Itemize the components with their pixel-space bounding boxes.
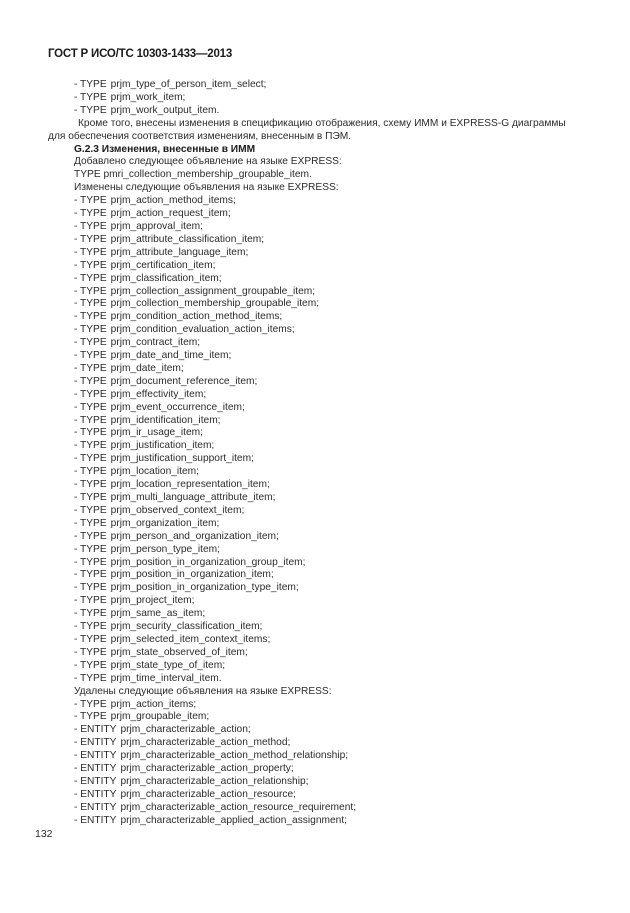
declaration-name: prjm_position_in_organization_type_item;	[110, 582, 299, 594]
list-item	[48, 647, 588, 660]
list-item	[48, 582, 588, 595]
declaration-name: prjm_classification_item;	[110, 272, 222, 284]
declaration-name: prjm_justification_support_item;	[110, 453, 254, 465]
declaration-keyword: - TYPE	[74, 91, 107, 103]
modified-list	[48, 195, 588, 685]
declaration-name: prjm_person_and_organization_item;	[110, 530, 279, 542]
declaration-name: prjm_work_output_item.	[110, 104, 220, 116]
list-item	[48, 234, 588, 247]
declaration-name: prjm_security_classification_item;	[110, 621, 263, 633]
declaration-keyword: - TYPE	[74, 633, 107, 645]
added-intro: Добавлено следующее объявление на языке EXPRESS:	[74, 156, 342, 168]
declaration-keyword: - TYPE	[74, 595, 107, 607]
removed-intro: Удалены следующие объявления на языке EXPRESS:	[74, 685, 332, 697]
list-item	[48, 337, 588, 350]
list-item	[48, 350, 588, 363]
declaration-keyword: - TYPE	[74, 466, 107, 478]
declaration-name: prjm_collection_membership_groupable_item;	[110, 298, 320, 310]
list-item	[48, 492, 588, 505]
declaration-keyword: - TYPE	[74, 208, 107, 220]
declaration-keyword: - TYPE	[74, 479, 107, 491]
list-item	[48, 324, 588, 337]
declaration-keyword: - TYPE	[74, 298, 107, 310]
declaration-keyword: - TYPE	[74, 272, 107, 284]
declaration-name: prjm_characterizable_applied_action_assignment;	[120, 814, 347, 826]
declaration-keyword: - TYPE	[74, 711, 107, 723]
page-number: 132	[35, 828, 53, 840]
declaration-keyword: - ENTITY	[74, 750, 117, 762]
list-item	[48, 673, 588, 686]
declaration-name: prjm_approval_item;	[110, 220, 203, 232]
declaration-name: prjm_state_type_of_item;	[110, 659, 226, 671]
list-item	[48, 750, 588, 763]
list-item	[48, 105, 588, 118]
list-item	[48, 195, 588, 208]
declaration-name: prjm_document_reference_item;	[110, 375, 258, 387]
list-item	[48, 389, 588, 402]
list-item	[48, 466, 588, 479]
list-item	[48, 724, 588, 737]
declaration-keyword: - ENTITY	[74, 775, 117, 787]
declaration-keyword: - ENTITY	[74, 801, 117, 813]
declaration-keyword: - TYPE	[74, 350, 107, 362]
list-item	[48, 660, 588, 673]
list-item	[48, 608, 588, 621]
list-item	[48, 557, 588, 570]
declaration-keyword: - TYPE	[74, 608, 107, 620]
declaration-keyword: - TYPE	[74, 556, 107, 568]
added-item: TYPE pmri_collection_membership_groupable_item.	[74, 169, 312, 181]
declaration-keyword: - TYPE	[74, 672, 107, 684]
declaration-name: prjm_position_in_organization_group_item;	[110, 556, 306, 568]
declaration-name: prjm_identification_item;	[110, 414, 221, 426]
declaration-name: prjm_selected_item_context_items;	[110, 633, 271, 645]
declaration-name: prjm_attribute_classification_item;	[110, 233, 265, 245]
document-header: ГОСТ Р ИСО/ТС 10303-1433—2013	[48, 48, 233, 60]
declaration-name: prjm_multi_language_attribute_item;	[110, 492, 276, 503]
declaration-keyword: - TYPE	[74, 517, 107, 529]
declaration-keyword: - TYPE	[74, 427, 107, 439]
declaration-keyword: - TYPE	[74, 646, 107, 658]
list-item	[48, 286, 588, 299]
declaration-keyword: - ENTITY	[74, 724, 117, 736]
list-item	[48, 544, 588, 557]
declaration-keyword: - TYPE	[74, 492, 107, 503]
list-item	[48, 634, 588, 647]
declaration-keyword: - TYPE	[74, 285, 107, 297]
declaration-keyword: - TYPE	[74, 233, 107, 245]
list-item	[48, 453, 588, 466]
list-item	[48, 440, 588, 453]
list-item	[48, 221, 588, 234]
declaration-keyword: - ENTITY	[74, 788, 117, 800]
document-body	[48, 79, 588, 828]
modified-intro: Изменены следующие объявления на языке EXPRESS:	[74, 182, 339, 194]
declaration-name: prjm_characterizable_action_relationship;	[120, 775, 309, 787]
list-item	[48, 505, 588, 518]
declaration-keyword: - TYPE	[74, 414, 107, 426]
declaration-keyword: - TYPE	[74, 582, 107, 594]
declaration-keyword: - TYPE	[74, 659, 107, 671]
declaration-name: prjm_time_interval_item.	[110, 672, 222, 684]
declaration-keyword: - TYPE	[74, 388, 107, 400]
declaration-keyword: - TYPE	[74, 311, 107, 323]
declaration-keyword: - TYPE	[74, 543, 107, 555]
declaration-name: prjm_location_representation_item;	[110, 479, 270, 491]
declaration-name: prjm_collection_assignment_groupable_item;	[110, 285, 316, 297]
list-item	[48, 763, 588, 776]
declaration-name: prjm_groupable_item;	[110, 711, 210, 723]
declaration-name: prjm_condition_action_method_items;	[110, 311, 283, 323]
intro-list	[48, 79, 588, 118]
declaration-keyword: - TYPE	[74, 79, 107, 90]
declaration-name: prjm_action_items;	[110, 698, 197, 710]
list-item	[48, 363, 588, 376]
declaration-name: prjm_characterizable_action_resource_requirement;	[120, 801, 357, 813]
declaration-name: prjm_type_of_person_item_select;	[110, 79, 267, 90]
declaration-name: prjm_location_item;	[110, 466, 199, 478]
declaration-name: prjm_work_item;	[110, 91, 186, 103]
declaration-name: prjm_state_observed_of_item;	[110, 646, 248, 658]
list-item	[48, 595, 588, 608]
list-item	[48, 711, 588, 724]
declaration-keyword: - TYPE	[74, 246, 107, 258]
declaration-name: prjm_date_and_time_item;	[110, 350, 232, 362]
declaration-keyword: - TYPE	[74, 504, 107, 516]
declaration-name: prjm_ir_usage_item;	[110, 427, 203, 439]
declaration-name: prjm_event_occurrence_item;	[110, 401, 245, 413]
declaration-name: prjm_date_item;	[110, 362, 184, 374]
declaration-keyword: - TYPE	[74, 401, 107, 413]
declaration-name: prjm_action_method_items;	[110, 195, 236, 207]
list-item	[48, 427, 588, 440]
list-item	[48, 79, 588, 92]
list-item	[48, 699, 588, 712]
section-heading: G.2.3 Изменения, внесенные в ИММ	[74, 143, 256, 155]
declaration-keyword: - TYPE	[74, 195, 107, 207]
declaration-keyword: - TYPE	[74, 698, 107, 710]
list-item	[48, 531, 588, 544]
declaration-keyword: - ENTITY	[74, 763, 117, 775]
declaration-name: prjm_effectivity_item;	[110, 388, 207, 400]
declaration-name: prjm_position_in_organization_item;	[110, 569, 274, 581]
declaration-keyword: - TYPE	[74, 375, 107, 387]
declaration-name: prjm_contract_item;	[110, 337, 201, 349]
declaration-name: prjm_characterizable_action_method;	[120, 737, 291, 749]
list-item	[48, 415, 588, 428]
list-item	[48, 621, 588, 634]
removed-list	[48, 699, 588, 828]
declaration-keyword: - TYPE	[74, 259, 107, 271]
declaration-name: prjm_condition_evaluation_action_items;	[110, 324, 295, 336]
declaration-keyword: - TYPE	[74, 324, 107, 336]
declaration-name: prjm_project_item;	[110, 595, 195, 607]
declaration-name: prjm_characterizable_action;	[120, 724, 251, 736]
declaration-keyword: - TYPE	[74, 104, 107, 116]
declaration-keyword: - TYPE	[74, 362, 107, 374]
declaration-name: prjm_same_as_item;	[110, 608, 206, 620]
list-item	[48, 737, 588, 750]
declaration-name: prjm_attribute_language_item;	[110, 246, 249, 258]
declaration-name: prjm_person_type_item;	[110, 543, 220, 555]
list-item	[48, 776, 588, 789]
list-item	[48, 273, 588, 286]
declaration-name: prjm_organization_item;	[110, 517, 220, 529]
declaration-keyword: - TYPE	[74, 220, 107, 232]
list-item	[48, 92, 588, 105]
declaration-name: prjm_certification_item;	[110, 259, 216, 271]
list-item	[48, 815, 588, 828]
list-item	[48, 376, 588, 389]
list-item	[48, 789, 588, 802]
list-item	[48, 569, 588, 582]
list-item	[48, 298, 588, 311]
declaration-keyword: - TYPE	[74, 569, 107, 581]
declaration-keyword: - TYPE	[74, 453, 107, 465]
declaration-keyword: - TYPE	[74, 440, 107, 452]
declaration-keyword: - ENTITY	[74, 737, 117, 749]
list-item	[48, 402, 588, 415]
declaration-name: prjm_observed_context_item;	[110, 504, 245, 516]
declaration-keyword: - ENTITY	[74, 814, 117, 826]
changes-paragraph: Кроме того, внесены изменения в спецификацию отображения, схему ИММ и EXPRESS-G диаграммы для обеспечения соответствия изменениям, внесенным в ПЭМ.	[48, 117, 566, 142]
declaration-name: prjm_characterizable_action_method_relationship;	[120, 750, 349, 762]
declaration-keyword: - TYPE	[74, 530, 107, 542]
list-item	[48, 247, 588, 260]
declaration-name: prjm_characterizable_action_property;	[120, 763, 294, 775]
declaration-name: prjm_characterizable_action_resource;	[120, 788, 296, 800]
declaration-keyword: - TYPE	[74, 621, 107, 633]
declaration-name: prjm_action_request_item;	[110, 208, 231, 220]
list-item	[48, 518, 588, 531]
list-item	[48, 260, 588, 273]
list-item	[48, 802, 588, 815]
list-item	[48, 479, 588, 492]
list-item	[48, 208, 588, 221]
list-item	[48, 311, 588, 324]
declaration-keyword: - TYPE	[74, 337, 107, 349]
declaration-name: prjm_justification_item;	[110, 440, 215, 452]
